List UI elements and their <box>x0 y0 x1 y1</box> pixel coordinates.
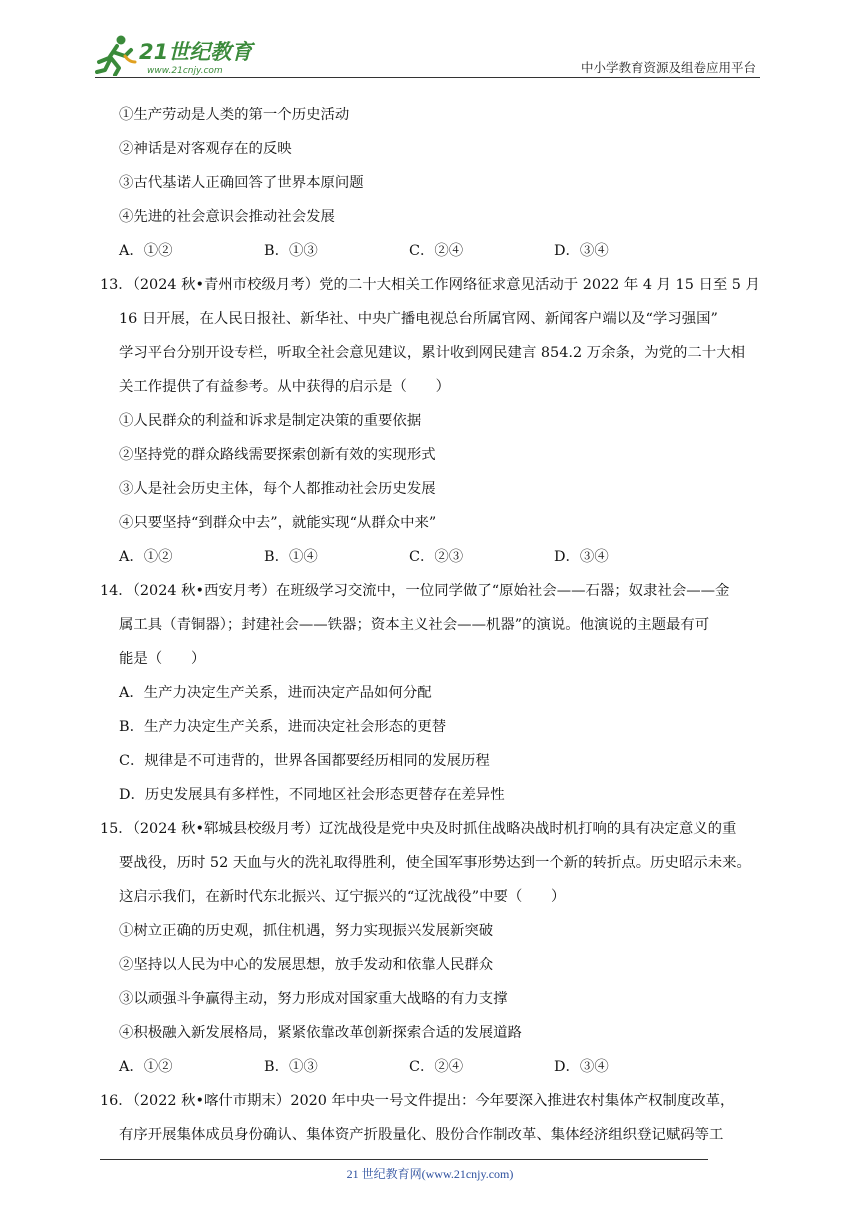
statement: ③人是社会历史主体，每个人都推动社会历史发展 <box>119 481 436 497</box>
question-13-stem: 关工作提供了有益参考。从中获得的启示是（ ） <box>119 379 450 395</box>
choice-c: C．②④ <box>409 243 464 259</box>
statement: ①树立正确的历史观，抓住机遇，努力实现振兴发展新突破 <box>119 923 494 939</box>
statement: ①生产劳动是人类的第一个历史活动 <box>119 107 350 123</box>
question-15-stem: 要战役，历时 52 天血与火的洗礼取得胜利，使全国军事形势达到一个新的转折点。历史昭示未来。 <box>119 855 751 871</box>
question-16-stem: 有序开展集体成员身份确认、集体资产折股量化、股份合作制改革、集体经济组织登记赋码等工 <box>119 1127 724 1143</box>
option: C．规律是不可违背的，世界各国都要经历相同的发展历程 <box>119 753 490 769</box>
statement: ④只要坚持“到群众中去”，就能实现“从群众中来” <box>119 515 437 531</box>
choice-c: C．②③ <box>409 549 464 565</box>
answer-choices <box>100 236 768 270</box>
answer-choices <box>100 542 768 576</box>
footer-link[interactable]: 21 世纪教育网(www.21cnjy.com) <box>346 1167 514 1181</box>
statement: ④积极融入新发展格局，紧紧依靠改革创新探索合适的发展道路 <box>119 1025 522 1041</box>
statement: ④先进的社会意识会推动社会发展 <box>119 209 335 225</box>
page-header <box>95 32 760 78</box>
choice-d: D．③④ <box>554 243 609 259</box>
platform-tagline: 中小学教育资源及组卷应用平台 <box>580 60 756 75</box>
question-13-stem: 13．（2024 秋•青州市校级月考）党的二十大相关工作网络征求意见活动于 2022 年 4 月 15 日至 5 月 <box>100 277 760 293</box>
choice-a: A．①② <box>119 243 173 259</box>
statement: ②坚持以人民为中心的发展思想，放手发动和依靠人民群众 <box>119 957 494 973</box>
statement: ①人民群众的利益和诉求是制定决策的重要依据 <box>119 413 422 429</box>
choice-d: D．③④ <box>554 1059 609 1075</box>
choice-a: A．①② <box>119 1059 173 1075</box>
question-15-stem: 15．（2024 秋•郓城县校级月考）辽沈战役是党中央及时抓住战略决战时机打响的具有决定意义的重 <box>100 821 737 837</box>
statement: ②坚持党的群众路线需要探索创新有效的实现形式 <box>119 447 436 463</box>
logo-wordmark: 21世纪教育 <box>139 40 253 64</box>
question-14-stem: 属工具（青铜器）；封建社会——铁器；资本主义社会——机器”的演说。他演说的主题最有可 <box>119 617 710 633</box>
question-16-stem: 16．（2022 秋•喀什市期末）2020 年中央一号文件提出：今年要深入推进农村集体产权制度改革， <box>100 1093 735 1109</box>
choice-b: B．①③ <box>264 1059 318 1075</box>
answer-choices <box>100 1052 768 1086</box>
question-14-stem: 能是（ ） <box>119 651 206 667</box>
option: B．生产力决定生产关系，进而决定社会形态的更替 <box>119 719 447 735</box>
choice-d: D．③④ <box>554 549 609 565</box>
21cnjy-logo <box>95 32 265 76</box>
choice-b: B．①④ <box>264 549 318 565</box>
question-15-stem: 这启示我们，在新时代东北振兴、辽宁振兴的“辽沈战役”中要（ ） <box>119 889 566 905</box>
question-13-stem: 16 日开展，在人民日报社、新华社、中央广播电视总台所属官网、新闻客户端以及“学习强国” <box>119 311 718 327</box>
choice-c: C．②④ <box>409 1059 464 1075</box>
question-13-stem: 学习平台分别开设专栏，听取全社会意见建议，累计收到网民建言 854.2 万余条，为党的二十大相 <box>119 345 745 361</box>
choice-a: A．①② <box>119 549 173 565</box>
statement: ②神话是对客观存在的反映 <box>119 141 292 157</box>
logo-url: www.21cnjy.com <box>147 66 223 76</box>
statement: ③古代基诺人正确回答了世界本原问题 <box>119 175 364 191</box>
question-content <box>100 100 768 1154</box>
footer-rule <box>100 1159 708 1160</box>
option: D．历史发展具有多样性，不同地区社会形态更替存在差异性 <box>119 787 505 803</box>
choice-b: B．①③ <box>264 243 318 259</box>
option: A．生产力决定生产关系，进而决定产品如何分配 <box>119 685 432 701</box>
question-14-stem: 14．（2024 秋•西安月考）在班级学习交流中，一位同学做了“原始社会——石器；奴隶社会——金 <box>100 583 730 599</box>
statement: ③以顽强斗争赢得主动，努力形成对国家重大战略的有力支撑 <box>119 991 508 1007</box>
header-rule <box>95 77 760 78</box>
